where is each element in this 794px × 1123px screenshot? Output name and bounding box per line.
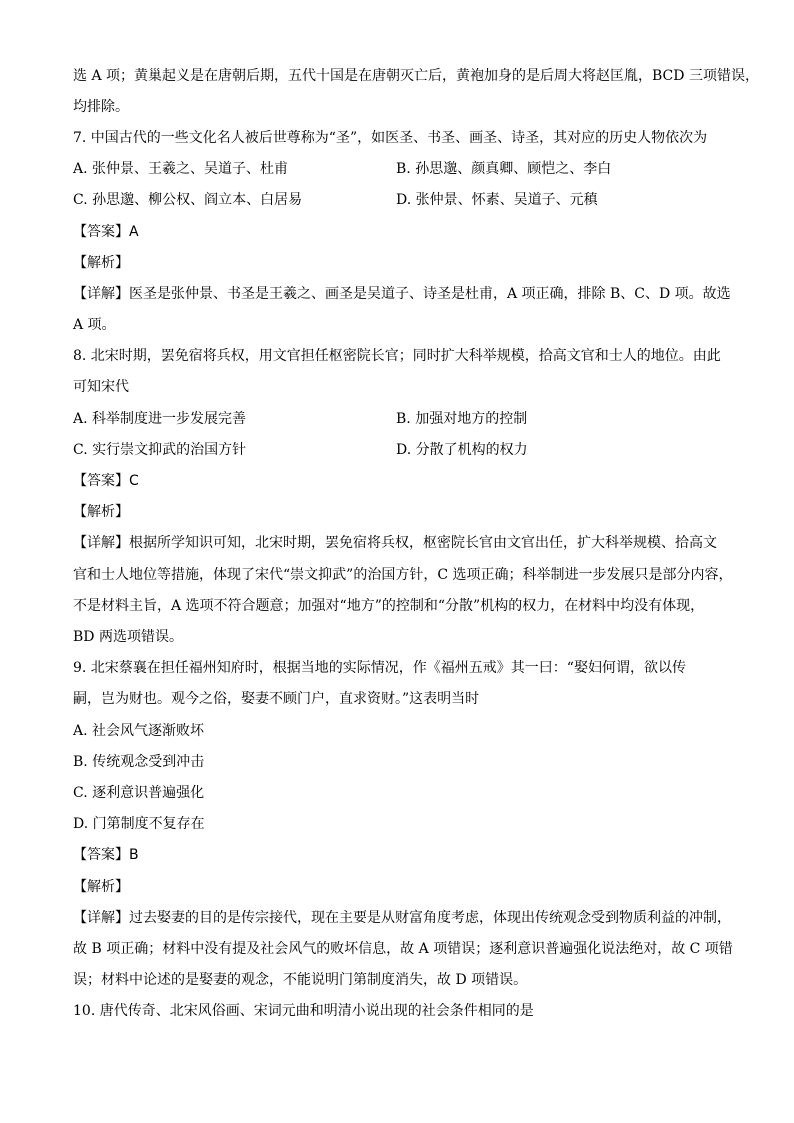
question-7-option-d: D. 张仲景、怀素、吴道子、元稹 xyxy=(396,192,598,208)
question-8-option-d: D. 分散了机构的权力 xyxy=(396,442,528,458)
question-9-detail-line: 故 B 项正确；材料中没有提及社会风气的败坏信息，故 A 项错误；逐利意识普遍强化说法绝对，故 C 项错 xyxy=(73,941,733,957)
question-8-option-a: A. 科举制度进一步发展完善 xyxy=(73,411,247,427)
question-8-analysis-label: 【解析】 xyxy=(73,504,129,520)
question-9-option-c: C. 逐利意识普遍强化 xyxy=(73,785,205,801)
question-7-answer: 【答案】A xyxy=(73,224,139,240)
question-8-answer: 【答案】C xyxy=(73,473,139,489)
intro-text-line: 选 A 项；黄巢起义是在唐朝后期，五代十国是在唐朝灭亡后，黄袍加身的是后周大将赵匡胤，BCD 三项错误， xyxy=(73,68,759,84)
question-7-stem: 7. 中国古代的一些文化名人被后世尊称为“圣”，如医圣、书圣、画圣、诗圣，其对应的历史人物依次为 xyxy=(73,130,708,146)
question-7-option-a: A. 张仲景、王羲之、吴道子、杜甫 xyxy=(73,161,289,177)
question-9-option-b: B. 传统观念受到冲击 xyxy=(73,754,205,770)
question-8-detail-line: 不是材料主旨，A 选项不符合题意；加强对“地方”的控制和“分散”机构的权力，在材料中均没有体现， xyxy=(73,598,705,614)
question-9-stem: 嗣，岂为财也。观今之俗，娶妻不顾门户，直求资财。”这表明当时 xyxy=(73,691,480,707)
question-8-option-b: B. 加强对地方的控制 xyxy=(396,411,528,427)
question-7-option-b: B. 孙思邈、颜真卿、顾恺之、李白 xyxy=(396,161,612,177)
question-9-option-d: D. 门第制度不复存在 xyxy=(73,816,205,832)
question-7-option-c: C. 孙思邈、柳公权、阎立本、白居易 xyxy=(73,192,303,208)
question-9-option-a: A. 社会风气逐渐败坏 xyxy=(73,723,205,739)
question-8-detail-line: BD 两选项错误。 xyxy=(73,629,183,645)
question-9-answer: 【答案】B xyxy=(73,847,139,863)
question-9-stem: 9. 北宋蔡襄在担任福州知府时，根据当地的实际情况，作《福州五戒》其一曰：“娶妇何谓，欲以传 xyxy=(73,660,686,676)
question-8-stem: 8. 北宋时期，罢免宿将兵权，用文官担任枢密院长官；同时扩大科举规模，拾高文官和士人的地位。由此 xyxy=(73,348,721,364)
question-8-stem: 可知宋代 xyxy=(73,379,129,395)
intro-text-line: 均排除。 xyxy=(73,99,129,115)
question-8-option-c: C. 实行崇文抑武的治国方针 xyxy=(73,442,247,458)
question-7-detail-line: A 项。 xyxy=(73,317,116,333)
question-7-detail-line: 【详解】医圣是张仲景、书圣是王羲之、画圣是吴道子、诗圣是杜甫，A 项正确，排除 B、C、D 项。故选 xyxy=(73,286,731,302)
question-9-detail-line: 误；材料中论述的是娶妻的观念，不能说明门第制度消失，故 D 项错误。 xyxy=(73,972,528,988)
question-7-analysis-label: 【解析】 xyxy=(73,255,129,271)
question-8-detail-line: 【详解】根据所学知识可知，北宋时期，罢免宿将兵权，枢密院长官由文官出任，扩大科举规模、拾高文 xyxy=(73,535,717,551)
question-9-detail-line: 【详解】过去娶妻的目的是传宗接代，现在主要是从财富角度考虑，体现出传统观念受到物质利益的冲制， xyxy=(73,910,731,926)
question-9-analysis-label: 【解析】 xyxy=(73,879,129,895)
question-8-detail-line: 官和士人地位等措施，体现了宋代“崇文抑武”的治国方针，C 选项正确；科举制进一步发展只是部分内容， xyxy=(73,567,733,583)
question-10-stem: 10. 唐代传奇、北宋风俗画、宋词元曲和明清小说出现的社会条件相同的是 xyxy=(73,1003,534,1019)
